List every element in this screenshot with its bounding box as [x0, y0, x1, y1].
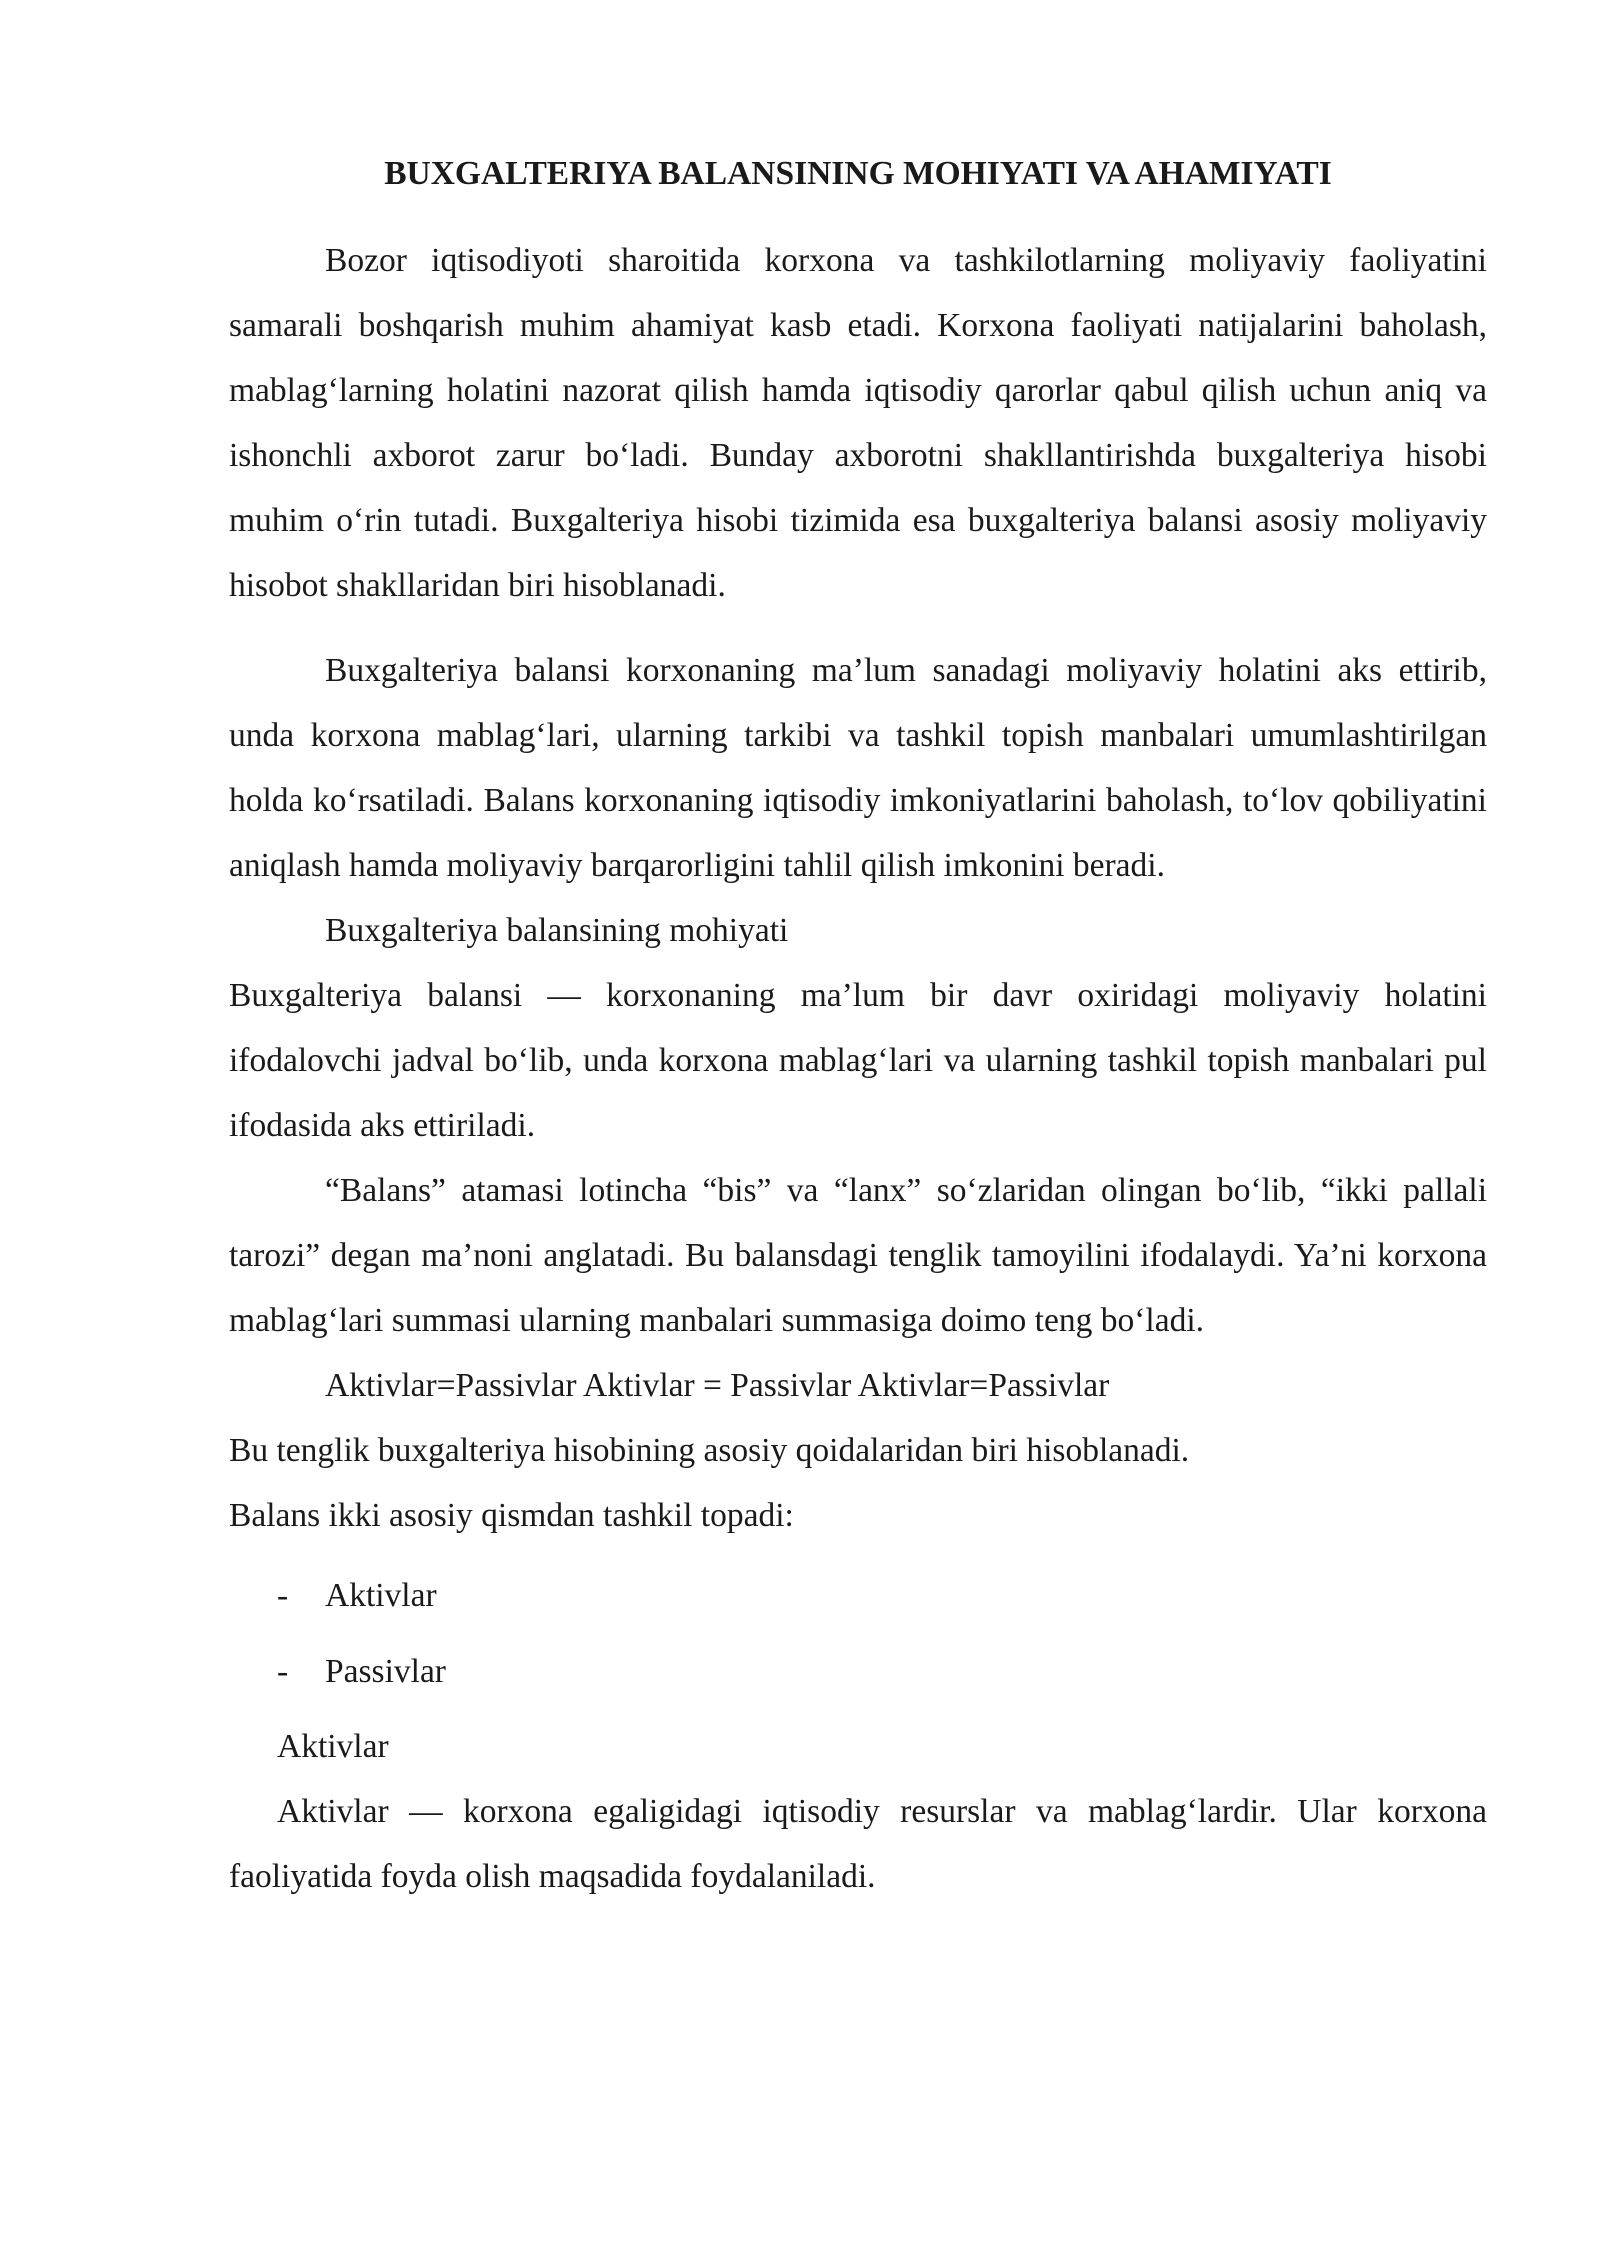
formula-line: Aktivlar=Passivlar Aktivlar = Passivlar Aktivlar=Passivlar	[325, 1367, 1110, 1404]
list-dash: -	[277, 1577, 289, 1614]
paragraph-balance-definition: Buxgalteriya balansi korxonaning ma’lum sanadagi moliyaviy holatini aks ettirib, unda korxona mablag‘lari, ularning tarkibi va tashkil topish manbalari umumlashtirilgan holda ko‘rsatiladi. Balans korxonaning iqtisodiy imkoniyatlarini baholash, to‘lov qobiliyatini aniqlash hamda moliyaviy barqarorligini tahlil qilish imkonini beradi.	[229, 652, 1487, 884]
subheading-mohiyati: Buxgalteriya balansining mohiyati	[325, 912, 789, 949]
list-item-label: Passivlar	[325, 1653, 446, 1690]
paragraph-balance-essence: Buxgalteriya balansi — korxonaning ma’lum bir davr oxiridagi moliyaviy holatini ifodalovchi jadval bo‘lib, unda korxona mablag‘lari va ularning tashkil topish manbalari pul ifodasida aks ettiriladi.	[229, 977, 1487, 1144]
list-item	[229, 1634, 1487, 1710]
document-title: BUXGALTERIYA BALANSINING MOHIYATI VA AHAMIYATI	[384, 155, 1332, 192]
subheading-aktivlar: Aktivlar	[277, 1728, 389, 1765]
list-item-label: Aktivlar	[325, 1577, 437, 1614]
paragraph-two-parts: Balans ikki asosiy qismdan tashkil topadi:	[229, 1497, 794, 1534]
paragraph-balans-etymology: “Balans” atamasi lotincha “bis” va “lanx” so‘zlaridan olingan bo‘lib, “ikki pallali tarozi” degan ma’noni anglatadi. Bu balansdagi tenglik tamoyilini ifodalaydi. Ya’ni korxona mablag‘lari summasi ularning manbalari summasiga doimo teng bo‘ladi.	[229, 1172, 1487, 1339]
document-body	[229, 148, 1487, 1909]
paragraph-equality-rule: Bu tenglik buxgalteriya hisobining asosiy qoidalaridan biri hisoblanadi.	[229, 1432, 1190, 1469]
paragraph-intro: Bozor iqtisodiyoti sharoitida korxona va tashkilotlarning moliyaviy faoliyatini samarali boshqarish muhim ahamiyat kasb etadi. Korxona faoliyati natijalarini baholash, mablag‘larning holatini nazorat qilish hamda iqtisodiy qarorlar qabul qilish uchun aniq va ishonchli axborot zarur bo‘ladi. Bunday axborotni shakllantirishda buxgalteriya hisobi muhim o‘rin tutadi. Buxgalteriya hisobi tizimida esa buxgalteriya balansi asosiy moliyaviy hisobot shakllaridan biri hisoblanadi.	[229, 242, 1487, 604]
list-item	[229, 1558, 1487, 1634]
list-dash: -	[277, 1653, 289, 1690]
balance-parts-list	[229, 1558, 1487, 1710]
paragraph-aktivlar-definition: Aktivlar — korxona egaligidagi iqtisodiy resurslar va mablag‘lardir. Ular korxona faoliyatida foyda olish maqsadida foydalaniladi.	[229, 1793, 1487, 1895]
